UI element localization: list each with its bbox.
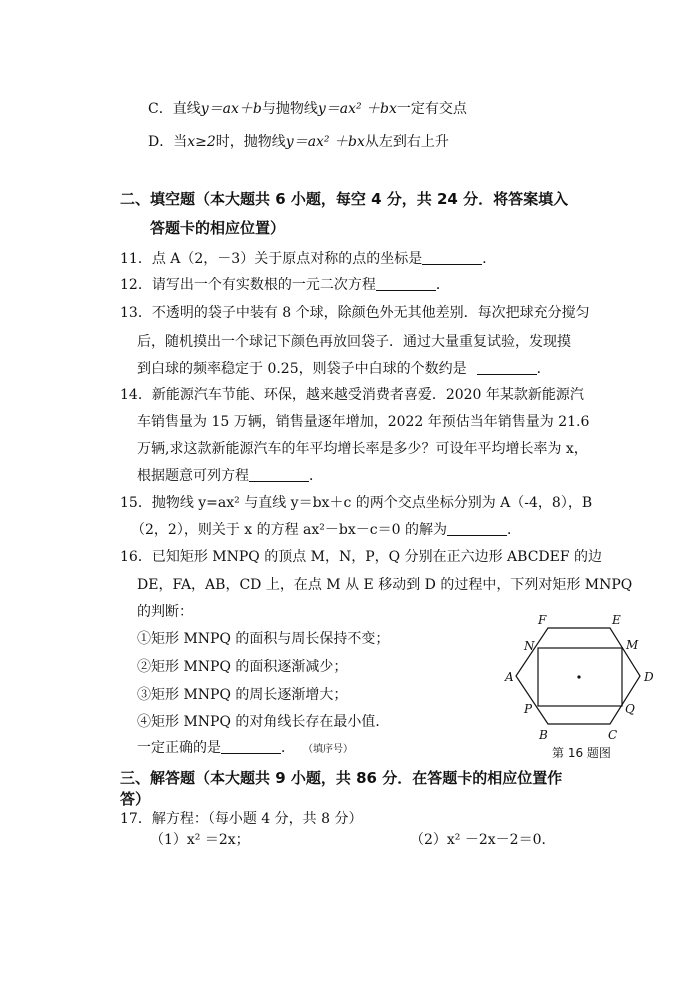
question-17-part2: （2）x² －2x－2＝0． [410, 832, 556, 848]
question-15-line2: （2，2），则关于 x 的方程 ax²－bx－c＝0 的解为 ． [131, 522, 521, 538]
question-16-item4: ④矩形 MNPQ 的对角线长存在最小值． [137, 714, 390, 730]
question-17: 17．解方程：（每小题 4 分，共 8 分） [120, 811, 363, 827]
question-16-line3: 的判断： [137, 604, 193, 620]
figure-caption: 第 16 题图 [552, 746, 611, 760]
question-16: 16．已知矩形 MNPQ 的顶点 M，N，P，Q 分别在正六边形 ABCDEF 的边 [120, 549, 603, 565]
question-13-line3: 到白球的频率稳定于 0.25，则袋子中白球的个数约是 ． [137, 361, 551, 377]
question-14-line2: 车销售量为 15 万辆，销售量逐年增加，2022 年预估当年销售量为 21.6 [137, 414, 590, 430]
label-m: M [626, 638, 639, 652]
question-17-part1: （1）x² ＝2x； [150, 832, 250, 848]
answer-blank [249, 468, 309, 482]
label-c: C [608, 728, 618, 742]
answer-blank [422, 251, 482, 265]
question-14-line3: 万辆,求这款新能源汽车的年平均增长率是多少？可设年平均增长率为 x， [137, 441, 588, 457]
option-d: D．当x≥2时，抛物线y＝ax² ＋bx从左到右上升 [148, 134, 449, 150]
section3-heading: 三、解答题（本大题共 9 小题，共 86 分．在答题卡的相应位置作 [120, 769, 563, 787]
question-13-line2: 后，随机摸出一个球记下颜色再放回袋子．通过大量重复试验，发现摸 [137, 334, 571, 350]
hexagon-rectangle-figure [502, 612, 662, 742]
answer-blank [376, 277, 436, 291]
question-16-line2: DE，FA，AB，CD 上，在点 M 从 E 移动到 D 的过程中，下列对矩形 MNPQ [137, 577, 633, 593]
label-b: B [539, 728, 548, 742]
label-a: A [505, 670, 514, 684]
section3-heading-cont: 答） [120, 790, 151, 808]
answer-blank [477, 361, 537, 375]
option-c: C．直线y＝ax＋b与抛物线y＝ax² ＋bx一定有交点 [148, 101, 467, 117]
question-16-item1: ①矩形 MNPQ 的面积与周长保持不变； [137, 631, 390, 647]
question-14: 14．新能源汽车节能、环保，越来越受消费者喜爱．2020 年某款新能源汽 [120, 387, 584, 403]
label-f: F [538, 613, 547, 627]
label-d: D [644, 670, 654, 684]
question-14-line4: 根据题意可列方程 ． [137, 468, 323, 484]
answer-blank [447, 522, 507, 536]
option-d-label: D． [148, 134, 174, 150]
question-11: 11．点 A（2，－3）关于原点对称的点的坐标是 ． [120, 251, 497, 267]
label-p: P [524, 702, 533, 716]
fill-hint: （填序号） [303, 744, 353, 755]
question-16-item2: ②矩形 MNPQ 的面积逐渐减少； [137, 659, 348, 675]
answer-blank [221, 740, 281, 754]
question-13: 13．不透明的袋子中装有 8 个球，除颜色外无其他差别．每次把球充分搅匀 [120, 305, 590, 321]
label-n: N [524, 639, 535, 653]
question-16-answer: 一定正确的是 ． （填序号） [137, 740, 353, 756]
label-q: Q [625, 702, 635, 716]
question-16-item3: ③矩形 MNPQ 的周长逐渐增大； [137, 687, 348, 703]
option-c-label: C． [148, 101, 173, 117]
center-dot [577, 675, 580, 678]
question-12: 12．请写出一个有实数根的一元二次方程 ． [120, 277, 450, 293]
section2-heading-cont: 答题卡的相应位置） [150, 219, 286, 237]
question-15: 15．抛物线 y=ax² 与直线 y＝bx＋c 的两个交点坐标分别为 A（-4，8），B [120, 495, 593, 511]
section2-heading: 二、填空题（本大题共 6 小题，每空 4 分，共 24 分．将答案填入 [120, 190, 569, 208]
label-e: E [612, 613, 621, 627]
